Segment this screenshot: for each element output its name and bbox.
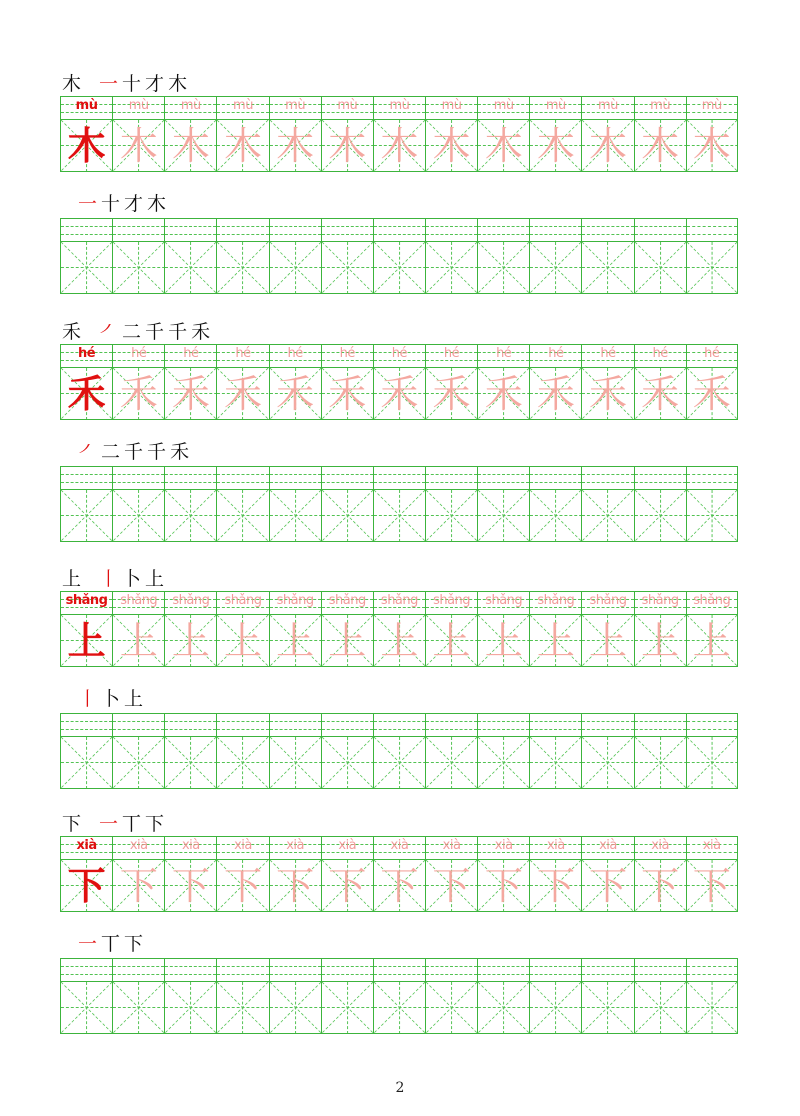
stroke-step: 上 <box>124 688 144 710</box>
practice-cell[interactable] <box>269 218 321 294</box>
character-trace: 上 <box>484 619 523 663</box>
trace-cell[interactable] <box>634 836 686 912</box>
character-trace: 上 <box>380 619 419 663</box>
stroke-order-sequence <box>78 437 189 464</box>
practice-cell[interactable] <box>269 466 321 542</box>
trace-cell[interactable] <box>686 591 738 667</box>
trace-cell[interactable] <box>425 96 477 172</box>
practice-cell[interactable] <box>581 466 633 542</box>
practice-cell[interactable] <box>60 958 112 1034</box>
practice-cell[interactable] <box>112 713 164 789</box>
pinyin-trace: xià <box>390 838 409 853</box>
character-trace: 禾 <box>171 372 210 416</box>
pinyin-trace: hé <box>131 346 147 361</box>
trace-cell[interactable] <box>164 96 216 172</box>
pinyin-trace: shǎng <box>537 593 575 608</box>
pinyin-trace: hé <box>600 346 616 361</box>
stroke-step: 卜 <box>101 688 121 710</box>
character-header <box>62 810 164 836</box>
stroke-step: 丨 <box>78 688 98 710</box>
trace-cell[interactable] <box>216 344 268 420</box>
character-model: 上 <box>67 618 106 663</box>
practice-cell[interactable] <box>477 958 529 1034</box>
tracing-grid <box>60 344 738 420</box>
stroke-step: 一 <box>99 813 119 835</box>
trace-cell[interactable] <box>321 836 373 912</box>
practice-cell[interactable] <box>529 466 581 542</box>
pinyin-trace: xià <box>494 838 513 853</box>
stroke-step: ㇒ <box>99 321 119 343</box>
trace-cell[interactable] <box>216 96 268 172</box>
character-trace: 木 <box>536 124 575 168</box>
stroke-step: 才 <box>145 73 165 95</box>
stroke-step: 木 <box>168 73 188 95</box>
character-trace: 木 <box>328 124 367 168</box>
practice-cell[interactable] <box>164 466 216 542</box>
stroke-step: 二 <box>101 441 121 463</box>
trace-cell[interactable] <box>477 836 529 912</box>
stroke-step: 丅 <box>122 813 142 835</box>
pinyin-trace: shǎng <box>433 593 471 608</box>
character-trace: 禾 <box>432 372 471 416</box>
character-trace: 上 <box>641 619 680 663</box>
pinyin-trace: xià <box>702 838 721 853</box>
character-trace: 下 <box>223 864 262 908</box>
trace-cell[interactable] <box>477 96 529 172</box>
character-trace: 木 <box>276 124 315 168</box>
trace-cell[interactable] <box>373 591 425 667</box>
trace-cell[interactable] <box>216 836 268 912</box>
pinyin-trace: mù <box>337 98 358 113</box>
character-trace: 上 <box>223 619 262 663</box>
practice-cell[interactable] <box>216 713 268 789</box>
trace-cell[interactable] <box>581 591 633 667</box>
character-trace: 上 <box>692 619 731 663</box>
practice-cell[interactable] <box>60 218 112 294</box>
trace-cell[interactable] <box>269 96 321 172</box>
header-character: 下 <box>62 813 82 835</box>
pinyin-trace: hé <box>235 346 251 361</box>
trace-cell[interactable] <box>321 96 373 172</box>
stroke-order-sequence <box>78 929 143 956</box>
pinyin-trace: shǎng <box>641 593 679 608</box>
practice-cell[interactable] <box>373 466 425 542</box>
character-trace: 上 <box>328 619 367 663</box>
trace-cell[interactable] <box>425 344 477 420</box>
character-model: 禾 <box>67 371 106 416</box>
character-trace: 下 <box>588 864 627 908</box>
trace-cell[interactable] <box>686 836 738 912</box>
trace-cell[interactable] <box>112 591 164 667</box>
practice-cell[interactable] <box>686 466 738 542</box>
pinyin-trace: mù <box>598 98 618 113</box>
pinyin-trace: mù <box>128 98 149 113</box>
trace-cell[interactable] <box>581 96 633 172</box>
character-trace: 下 <box>432 864 471 908</box>
stroke-step: 禾 <box>170 441 190 463</box>
practice-cell[interactable] <box>112 466 164 542</box>
stroke-order-sequence <box>78 684 143 711</box>
pinyin-trace: xià <box>442 838 461 853</box>
pinyin-trace: mù <box>545 98 566 113</box>
practice-cell[interactable] <box>477 218 529 294</box>
stroke-step: 下 <box>124 933 144 955</box>
pinyin-trace: hé <box>652 346 668 361</box>
practice-cell[interactable] <box>269 713 321 789</box>
practice-cell[interactable] <box>634 958 686 1034</box>
practice-cell[interactable] <box>60 713 112 789</box>
character-trace: 下 <box>171 864 210 908</box>
practice-cell[interactable] <box>112 958 164 1034</box>
pinyin-trace: shǎng <box>276 593 314 608</box>
character-trace: 上 <box>119 619 158 663</box>
character-trace: 下 <box>276 864 315 908</box>
header-character: 上 <box>62 568 82 590</box>
character-header <box>62 318 210 344</box>
practice-cell[interactable] <box>373 713 425 789</box>
practice-cell[interactable] <box>581 218 633 294</box>
pinyin-trace: mù <box>389 98 410 113</box>
model-cell <box>60 591 112 667</box>
trace-cell[interactable] <box>581 344 633 420</box>
trace-cell[interactable] <box>634 96 686 172</box>
stroke-step: 一 <box>99 73 119 95</box>
stroke-step: 禾 <box>191 321 211 343</box>
stroke-step: 十 <box>122 73 142 95</box>
character-trace: 木 <box>641 124 680 168</box>
character-trace: 上 <box>432 619 471 663</box>
character-trace: 下 <box>641 864 680 908</box>
character-trace: 下 <box>484 864 523 908</box>
pinyin-trace: shǎng <box>485 593 523 608</box>
character-trace: 木 <box>171 124 210 168</box>
trace-cell[interactable] <box>373 836 425 912</box>
practice-cell[interactable] <box>686 958 738 1034</box>
stroke-order-header <box>78 930 143 956</box>
stroke-order-sequence <box>99 809 164 836</box>
stroke-step: 十 <box>101 193 121 215</box>
stroke-step: 千 <box>145 321 165 343</box>
character-trace: 下 <box>328 864 367 908</box>
practice-cell[interactable] <box>477 713 529 789</box>
character-trace: 下 <box>380 864 419 908</box>
practice-cell[interactable] <box>581 713 633 789</box>
stroke-order-sequence <box>99 317 210 344</box>
pinyin-trace: hé <box>183 346 199 361</box>
practice-cell[interactable] <box>373 218 425 294</box>
practice-cell[interactable] <box>529 713 581 789</box>
tracing-grid <box>60 96 738 172</box>
character-header <box>62 565 164 591</box>
practice-cell[interactable] <box>216 958 268 1034</box>
pinyin-trace: hé <box>443 346 460 361</box>
stroke-step: ㇒ <box>78 441 98 463</box>
trace-cell[interactable] <box>634 591 686 667</box>
pinyin-trace: shǎng <box>380 593 418 608</box>
practice-cell[interactable] <box>164 958 216 1034</box>
practice-cell[interactable] <box>529 218 581 294</box>
pinyin-trace: shǎng <box>328 593 366 608</box>
character-trace: 木 <box>432 124 471 168</box>
character-trace: 木 <box>588 124 627 168</box>
trace-cell[interactable] <box>216 591 268 667</box>
pinyin-model: xià <box>76 838 97 853</box>
header-character: 木 <box>62 73 82 95</box>
trace-cell[interactable] <box>164 591 216 667</box>
character-trace: 禾 <box>276 372 315 416</box>
trace-cell[interactable] <box>164 836 216 912</box>
practice-cell[interactable] <box>686 218 738 294</box>
trace-cell[interactable] <box>373 96 425 172</box>
practice-cell[interactable] <box>321 218 373 294</box>
trace-cell[interactable] <box>269 344 321 420</box>
practice-cell[interactable] <box>321 958 373 1034</box>
character-trace: 上 <box>588 619 627 663</box>
trace-cell[interactable] <box>686 344 738 420</box>
practice-cell[interactable] <box>216 466 268 542</box>
practice-cell[interactable] <box>425 466 477 542</box>
practice-cell[interactable] <box>529 958 581 1034</box>
pinyin-trace: hé <box>339 346 355 361</box>
practice-cell[interactable] <box>216 218 268 294</box>
character-trace: 下 <box>119 864 158 908</box>
stroke-step: 一 <box>78 933 98 955</box>
practice-cell[interactable] <box>112 218 164 294</box>
character-trace: 下 <box>692 864 731 908</box>
stroke-step: 丅 <box>101 933 121 955</box>
stroke-step: 上 <box>145 568 165 590</box>
stroke-step: 才 <box>124 193 144 215</box>
model-cell <box>60 836 112 912</box>
trace-cell[interactable] <box>634 344 686 420</box>
trace-cell[interactable] <box>425 591 477 667</box>
pinyin-model: mù <box>75 98 98 113</box>
practice-grid <box>60 713 738 789</box>
practice-cell[interactable] <box>425 958 477 1034</box>
stroke-step: 丨 <box>99 568 119 590</box>
pinyin-trace: mù <box>233 98 253 113</box>
trace-cell[interactable] <box>373 344 425 420</box>
tracing-grid <box>60 836 738 912</box>
pinyin-trace: hé <box>391 346 408 361</box>
practice-cell[interactable] <box>425 713 477 789</box>
character-trace: 木 <box>484 124 523 168</box>
character-trace: 禾 <box>119 372 158 416</box>
pinyin-trace: xià <box>181 838 200 853</box>
pinyin-trace: hé <box>548 346 564 361</box>
character-trace: 木 <box>119 124 158 168</box>
character-trace: 下 <box>536 864 575 908</box>
trace-cell[interactable] <box>529 344 581 420</box>
character-trace: 上 <box>536 619 575 663</box>
practice-cell[interactable] <box>164 713 216 789</box>
stroke-step: 千 <box>124 441 144 463</box>
trace-cell[interactable] <box>112 344 164 420</box>
practice-cell[interactable] <box>60 466 112 542</box>
character-model: 木 <box>67 123 106 168</box>
trace-cell[interactable] <box>529 96 581 172</box>
pinyin-trace: mù <box>650 98 671 113</box>
character-trace: 上 <box>171 619 210 663</box>
pinyin-trace: shǎng <box>693 593 731 608</box>
trace-cell[interactable] <box>321 344 373 420</box>
practice-cell[interactable] <box>269 958 321 1034</box>
pinyin-trace: hé <box>287 346 303 361</box>
practice-grid <box>60 218 738 294</box>
pinyin-trace: xià <box>234 838 252 853</box>
practice-cell[interactable] <box>686 713 738 789</box>
character-trace: 木 <box>692 124 731 168</box>
pinyin-trace: xià <box>651 838 669 853</box>
practice-cell[interactable] <box>581 958 633 1034</box>
character-trace: 禾 <box>641 372 680 416</box>
stroke-step: 卜 <box>122 568 142 590</box>
pinyin-trace: mù <box>701 98 722 113</box>
character-header <box>62 70 187 96</box>
trace-cell[interactable] <box>269 591 321 667</box>
practice-cell[interactable] <box>321 713 373 789</box>
practice-cell[interactable] <box>634 466 686 542</box>
pinyin-trace: shǎng <box>589 593 627 608</box>
pinyin-trace: xià <box>599 838 617 853</box>
character-trace: 禾 <box>536 372 575 416</box>
character-trace: 禾 <box>328 372 367 416</box>
pinyin-model: hé <box>78 346 96 361</box>
practice-cell[interactable] <box>477 466 529 542</box>
trace-cell[interactable] <box>477 591 529 667</box>
trace-cell[interactable] <box>269 836 321 912</box>
character-trace: 禾 <box>223 372 262 416</box>
stroke-order-header <box>78 685 143 711</box>
pinyin-trace: xià <box>286 838 305 853</box>
stroke-step: 下 <box>145 813 165 835</box>
pinyin-trace: mù <box>285 98 306 113</box>
trace-cell[interactable] <box>581 836 633 912</box>
trace-cell[interactable] <box>321 591 373 667</box>
stroke-order-sequence <box>99 69 187 96</box>
stroke-order-sequence <box>78 189 166 216</box>
page-number: 2 <box>395 1080 405 1096</box>
character-trace: 禾 <box>380 372 419 416</box>
pinyin-trace: xià <box>546 838 565 853</box>
pinyin-trace: hé <box>496 346 512 361</box>
pinyin-trace: shǎng <box>172 593 210 608</box>
character-trace: 禾 <box>588 372 627 416</box>
model-cell <box>60 344 112 420</box>
trace-cell[interactable] <box>477 344 529 420</box>
practice-cell[interactable] <box>634 218 686 294</box>
trace-cell[interactable] <box>112 836 164 912</box>
character-model: 下 <box>67 863 106 908</box>
character-trace: 木 <box>223 124 262 168</box>
stroke-order-header <box>78 190 166 216</box>
practice-cell[interactable] <box>321 466 373 542</box>
pinyin-trace: shǎng <box>120 593 158 608</box>
stroke-order-header <box>78 438 189 464</box>
trace-cell[interactable] <box>425 836 477 912</box>
stroke-step: 一 <box>78 193 98 215</box>
stroke-step: 千 <box>168 321 188 343</box>
pinyin-model: shǎng <box>65 593 108 608</box>
pinyin-trace: xià <box>129 838 148 853</box>
practice-cell[interactable] <box>164 218 216 294</box>
practice-cell[interactable] <box>634 713 686 789</box>
trace-cell[interactable] <box>686 96 738 172</box>
stroke-order-sequence <box>99 564 164 591</box>
trace-cell[interactable] <box>112 96 164 172</box>
stroke-step: 木 <box>147 193 167 215</box>
trace-cell[interactable] <box>529 836 581 912</box>
model-cell <box>60 96 112 172</box>
trace-cell[interactable] <box>529 591 581 667</box>
tracing-grid <box>60 591 738 667</box>
pinyin-trace: mù <box>441 98 462 113</box>
character-trace: 禾 <box>692 372 731 416</box>
practice-grid <box>60 958 738 1034</box>
stroke-step: 千 <box>147 441 167 463</box>
practice-cell[interactable] <box>373 958 425 1034</box>
practice-grid <box>60 466 738 542</box>
header-character: 禾 <box>62 321 82 343</box>
pinyin-trace: mù <box>180 98 201 113</box>
trace-cell[interactable] <box>164 344 216 420</box>
pinyin-trace: shǎng <box>224 593 262 608</box>
character-trace: 上 <box>276 619 315 663</box>
pinyin-trace: mù <box>493 98 514 113</box>
pinyin-trace: xià <box>338 838 357 853</box>
pinyin-trace: hé <box>704 346 720 361</box>
character-trace: 木 <box>380 124 419 168</box>
stroke-step: 二 <box>122 321 142 343</box>
practice-cell[interactable] <box>425 218 477 294</box>
character-trace: 禾 <box>484 372 523 416</box>
